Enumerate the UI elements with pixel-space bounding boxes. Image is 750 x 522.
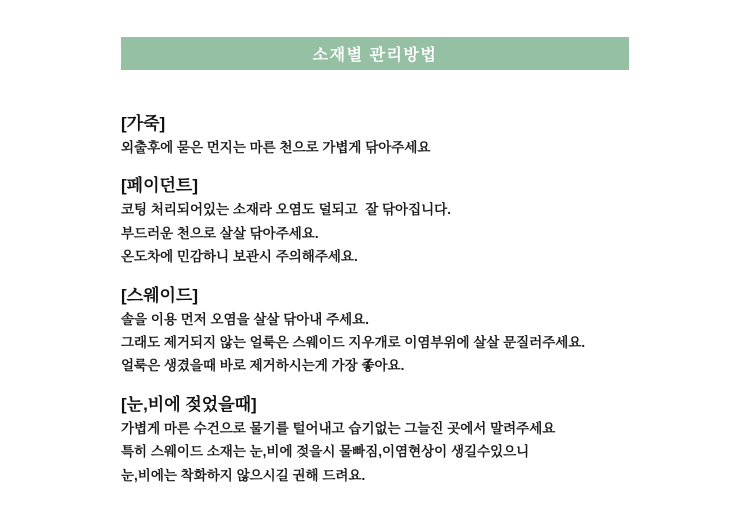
section-suede [121, 283, 629, 378]
section-text-line: 얼룩은 생겼을때 바로 제거하시는게 가장 좋아요. [121, 358, 405, 374]
section-patent [121, 173, 629, 268]
section-text-line: 가볍게 마른 수건으로 물기를 털어내고 습기없는 그늘진 곳에서 말려주세요 [121, 420, 556, 436]
section-leather [121, 111, 629, 159]
section-wet-snow-rain [121, 392, 629, 487]
content-column [121, 0, 629, 487]
section-text-line: 그래도 제거되지 않는 얼룩은 스웨이드 지우개로 이염부위에 살살 문질러주세요. [121, 335, 586, 351]
care-sections [121, 111, 629, 487]
section-heading: [페이던트] [121, 176, 199, 196]
section-title-banner [121, 37, 629, 70]
section-text-line: 솔을 이용 먼저 오염을 살살 닦아내 주세요. [121, 311, 369, 327]
section-heading: [가죽] [121, 114, 166, 133]
section-text-line: 눈,비에는 착화하지 않으시길 권해 드려요. [121, 467, 366, 483]
section-text-line: 부드러운 천으로 살살 닦아주세요. [121, 225, 319, 241]
section-text-line: 특히 스웨이드 소재는 눈,비에 젖을시 물빠짐,이염현상이 생길수있으니 [121, 444, 530, 460]
section-heading: [눈,비에 젖었을때] [121, 394, 257, 414]
banner-title: 소재별 관리방법 [312, 47, 438, 64]
section-text-line: 코팅 처리되어있는 소재라 오염도 덜되고 잘 닦아집니다. [121, 202, 451, 218]
section-text-line: 온도차에 민감하니 보관시 주의해주세요. [121, 249, 358, 265]
section-heading: [스웨이드] [121, 285, 199, 305]
section-text-line: 외출후에 묻은 먼지는 마른 천으로 가볍게 닦아주세요 [121, 140, 431, 155]
